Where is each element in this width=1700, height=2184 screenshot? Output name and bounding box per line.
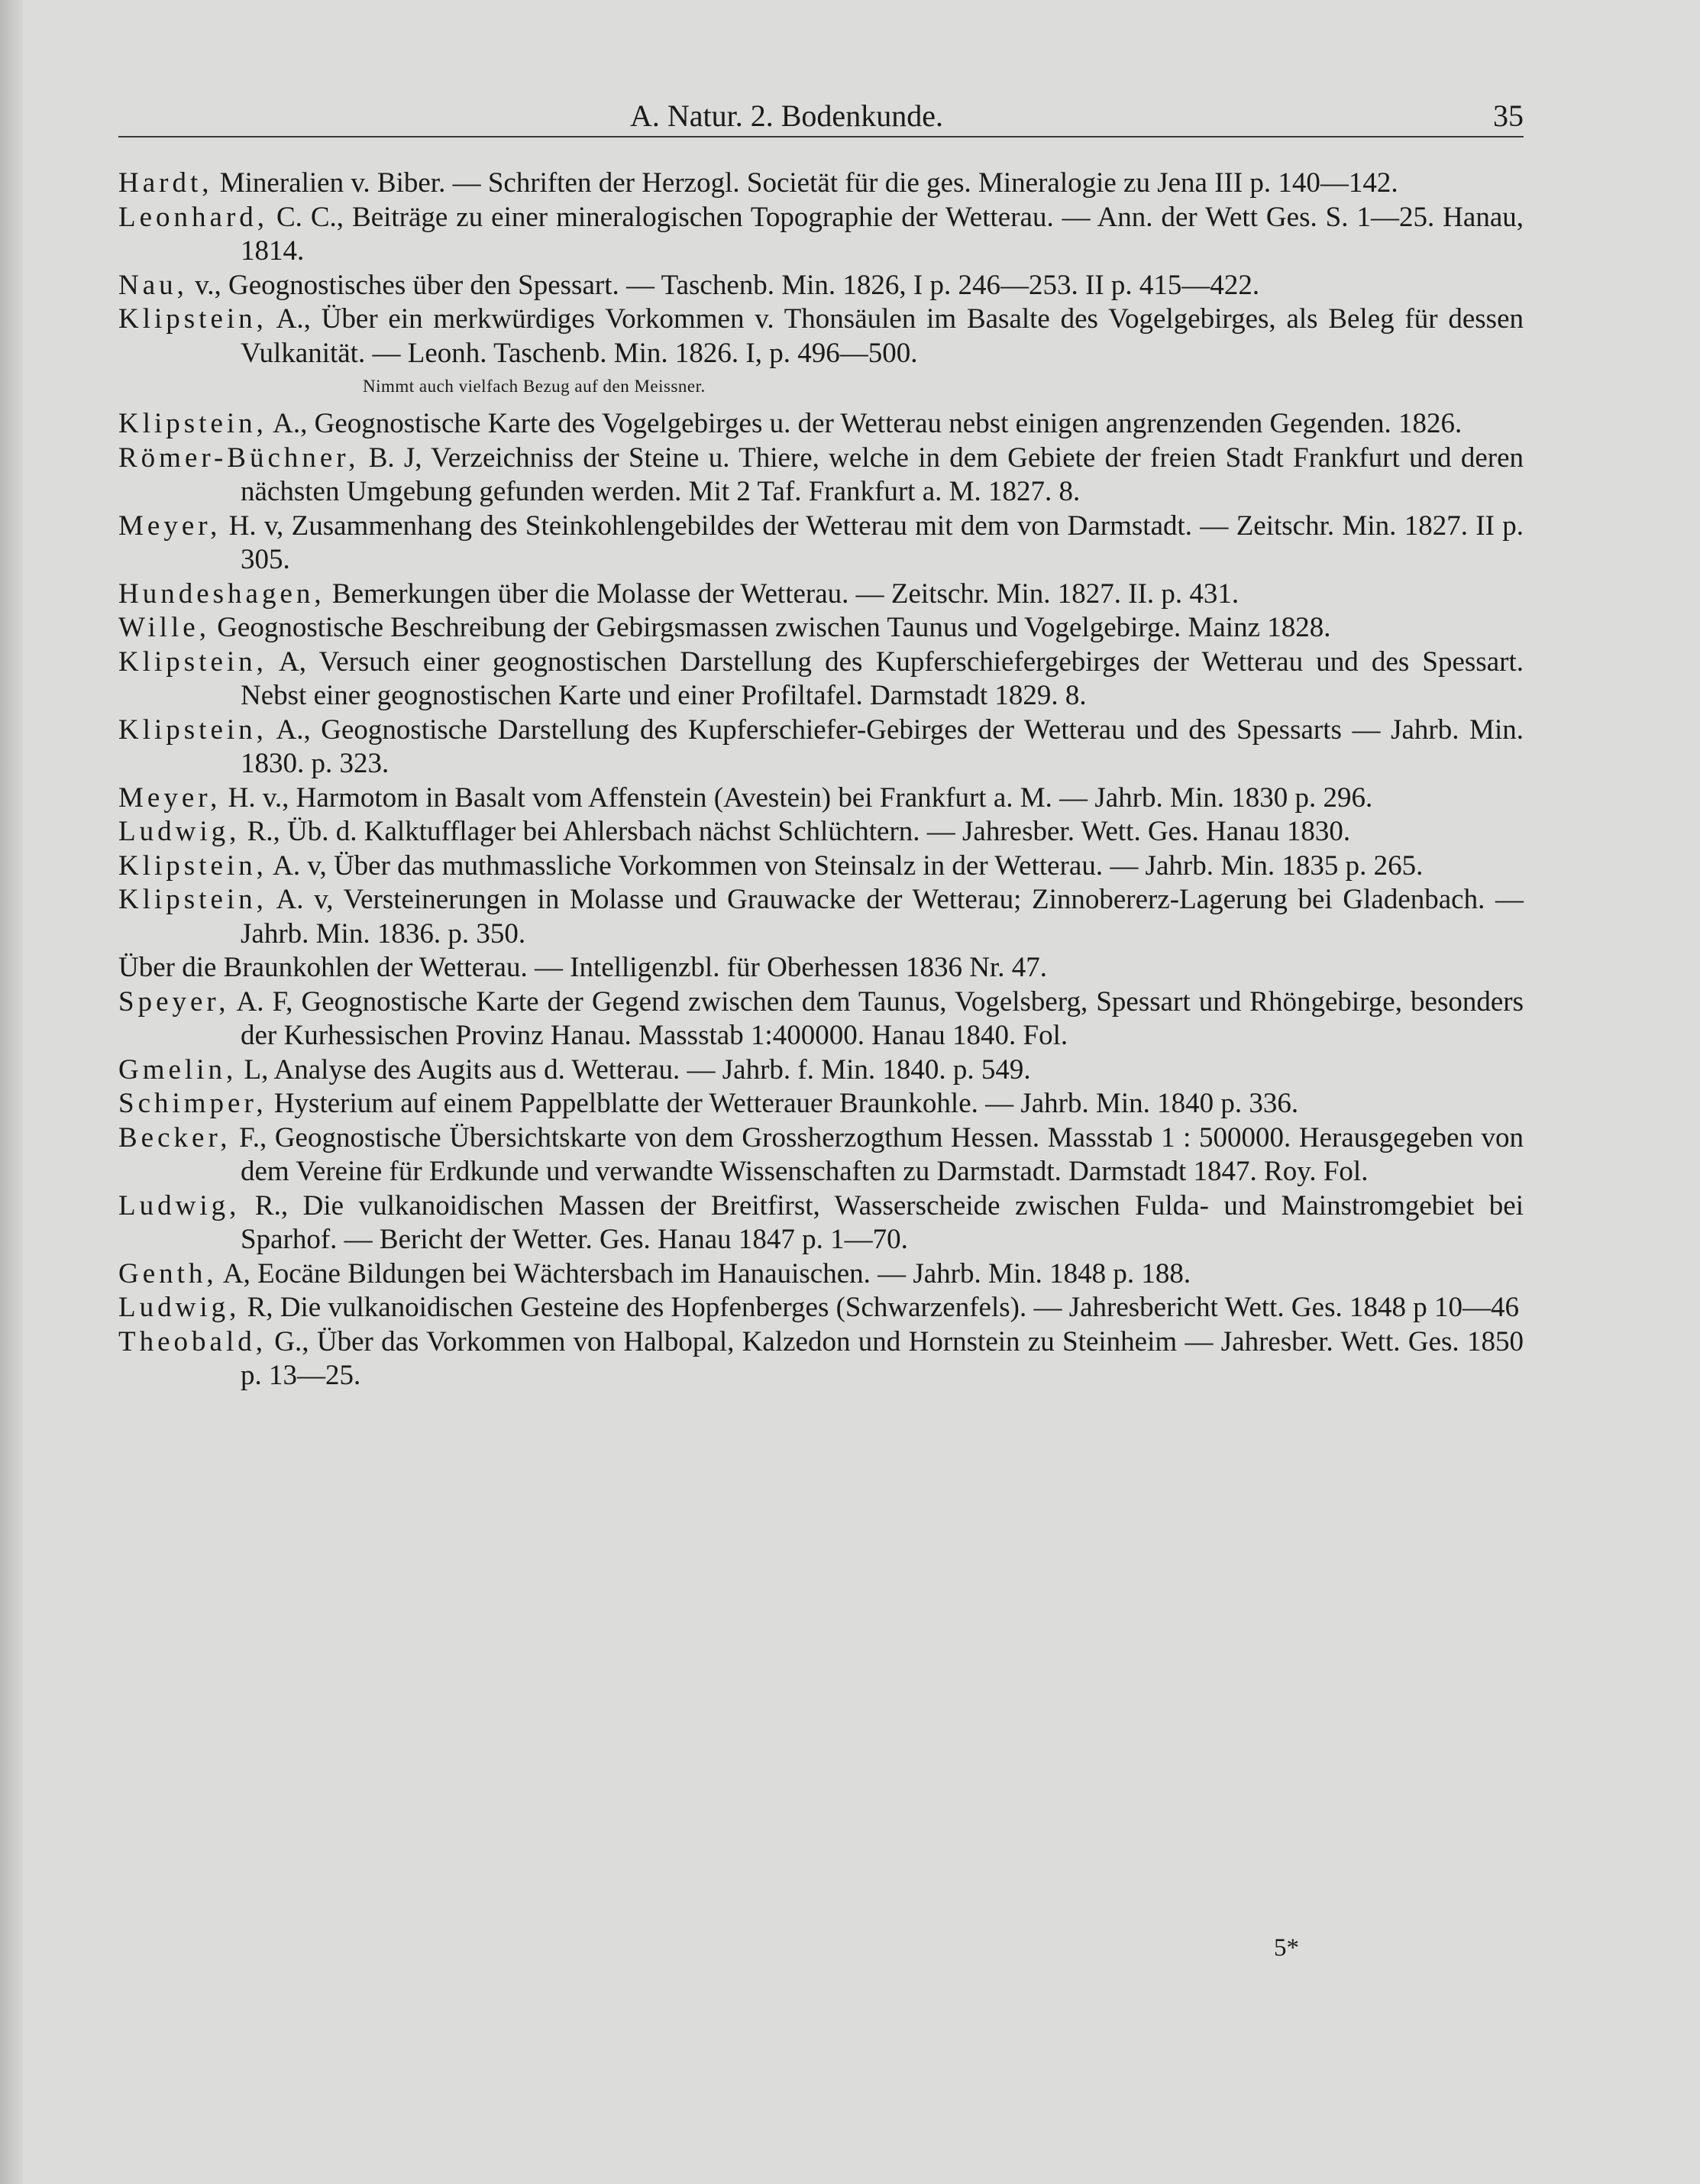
bibliography-list — [118, 167, 1524, 1393]
bibliography-entry — [118, 951, 1524, 985]
entry-text: A., Geognostische Karte des Vogelgebirges u. der Wetterau nebst einigen angrenzenden Gegenden. 1826. — [267, 408, 1462, 439]
bibliography-entry — [118, 781, 1524, 816]
bibliography-entry — [118, 1121, 1524, 1189]
bibliography-entry — [118, 407, 1524, 442]
entry-author: Genth, — [118, 1257, 218, 1289]
entry-author: Hardt, — [118, 167, 213, 199]
entry-author: Nau, — [118, 269, 188, 301]
entry-text: A. v, Versteinerungen in Molasse und Grauwacke der Wetterau; Zinnobererz-Lagerung bei Gladenbach. — Jahrb. Min. 1836. p. 350. — [241, 884, 1524, 950]
entry-author: Theobald, — [118, 1325, 267, 1357]
entry-text: Über die Braunkohlen der Wetterau. — Intelligenzbl. für Oberhessen 1836 Nr. 47. — [118, 952, 1047, 983]
bibliography-entry — [118, 713, 1524, 781]
entry-author: Becker, — [118, 1121, 231, 1153]
bibliography-entry — [118, 849, 1524, 884]
bibliography-entry — [118, 883, 1524, 951]
entry-text: H. v, Zusammenhang des Steinkohlengebildes der Wetterau mit dem von Darmstadt. — Zeitschr. Min. 1827. II p. 305. — [221, 510, 1524, 575]
entry-text: L, Analyse des Augits aus d. Wetterau. — Jahrb. f. Min. 1840. p. 549. — [237, 1053, 1031, 1086]
entry-author: Speyer, — [118, 985, 230, 1018]
entry-author: Römer-Büchner, — [118, 442, 360, 474]
entry-author: Schimper, — [118, 1088, 267, 1119]
entry-author: Ludwig, — [118, 1292, 241, 1323]
entry-text: A, Versuch einer geognostischen Darstellung des Kupferschiefergebirges der Wetterau und des Spessart. Nebst einer geognostischen Karte und einer Profiltafel. Darmstadt 1829. 8. — [241, 645, 1524, 711]
entry-text: A. F, Geognostische Karte der Gegend zwischen dem Taunus, Vogelsberg, Spessart und Rhöngebirge, besonders der Kurhessischen Provinz Hanau. Massstab 1:400000. Hanau 1840. Fol. — [229, 985, 1524, 1051]
entry-text: R, Die vulkanoidischen Gesteine des Hopfenberges (Schwarzenfels). — Jahresbericht Wett. Ges. 1848 p 10—46 — [240, 1292, 1519, 1323]
entry-text: v., Geognostisches über den Spessart. — Taschenb. Min. 1826, I p. 246—253. II p. 415—422. — [187, 269, 1260, 301]
entry-text: A. v, Über das muthmassliche Vorkommen von Steinsalz in der Wetterau. — Jahrb. Min. 1835 p. 265. — [267, 849, 1424, 882]
running-header — [118, 90, 1524, 136]
entry-text: B. J, Verzeichniss der Steine u. Thiere, welche in dem Gebiete der freien Stadt Frankfurt und deren nächsten Umgebung gefunden werden. Mit 2 Taf. Frankfurt a. M. 1827. 8. — [241, 442, 1524, 507]
entry-author: Klipstein, — [118, 303, 267, 335]
entry-note: Nimmt auch vielfach Bezug auf den Meissner. — [363, 377, 706, 396]
bibliography-entry — [118, 167, 1524, 201]
entry-text: R., Üb. d. Kalktufflager bei Ahlersbach nächst Schlüchtern. — Jahresber. Wett. Ges. Hanau 1830. — [240, 816, 1351, 847]
bibliography-entry — [118, 442, 1524, 510]
entry-text: Hysterium auf einem Pappelblatte der Wetterauer Braunkohle. — Jahrb. Min. 1840 p. 336. — [267, 1088, 1299, 1119]
bibliography-entry — [118, 815, 1524, 849]
entry-text: C. C., Beiträge zu einer mineralogischen Topographie der Wetterau. — Ann. der Wett Ges. S. 1—25. Hanau, 1814. — [241, 201, 1524, 267]
bibliography-entry — [118, 510, 1524, 578]
entry-text: A., Geognostische Darstellung des Kupferschiefer-Gebirges der Wetterau und des Spessarts — Jahrb. Min. 1830. p. 323. — [241, 713, 1524, 779]
bibliography-entry — [118, 201, 1524, 269]
bibliography-entry — [118, 303, 1524, 370]
entry-text: G., Über das Vorkommen von Halbopal, Kalzedon und Hornstein zu Steinheim — Jahresber. Wett. Ges. 1850 p. 13—25. — [241, 1325, 1524, 1391]
header-rule — [118, 136, 1524, 138]
page-number: 35 — [1493, 99, 1524, 133]
entry-author: Klipstein, — [118, 849, 267, 882]
bibliography-entry — [118, 645, 1524, 713]
entry-text: H. v., Harmotom in Basalt vom Affenstein (Avestein) bei Frankfurt a. M. — Jahrb. Min. 1830 p. 296. — [221, 781, 1373, 814]
bibliography-entry — [118, 1325, 1524, 1393]
bibliography-entry — [118, 269, 1524, 303]
signature-mark: 5* — [1274, 1934, 1299, 1962]
entry-text: A, Eocäne Bildungen bei Wächtersbach im Hanauischen. — Jahrb. Min. 1848 p. 188. — [217, 1257, 1191, 1289]
entry-text: R., Die vulkanoidischen Massen der Breitfirst, Wasserscheide zwischen Fulda- und Mainstromgebiet bei Sparhof. — Bericht der Wetter. Ges. Hanau 1847 p. 1—70. — [240, 1189, 1524, 1255]
bibliography-entry — [118, 1087, 1524, 1121]
entry-author: Klipstein, — [118, 408, 267, 439]
entry-author: Ludwig, — [118, 1189, 241, 1221]
bibliography-entry — [118, 578, 1524, 612]
bibliography-entry — [118, 1053, 1524, 1088]
entry-text: Bemerkungen über die Molasse der Wetterau. — Zeitschr. Min. 1827. II. p. 431. — [325, 578, 1239, 610]
entry-text: F., Geognostische Übersichtskarte von dem Grossherzogthum Hessen. Massstab 1 : 500000. Herausgegeben von dem Vereine für Erdkunde und verwandte Wissenschaften zu Darmstadt. Darmstadt 1847. Roy. Fol. — [231, 1121, 1524, 1187]
entry-author: Meyer, — [118, 781, 221, 814]
entry-author: Meyer, — [118, 510, 221, 542]
entry-author: Klipstein, — [118, 713, 267, 746]
entry-author: Hundeshagen, — [118, 578, 325, 610]
running-title: A. Natur. 2. Bodenkunde. — [630, 99, 943, 133]
entry-author: Klipstein, — [118, 645, 267, 678]
entry-text: A., Über ein merkwürdiges Vorkommen v. Thonsäulen im Basalte des Vogelgebirges, als Beleg für dessen Vulkanität. — Leonh. Taschenb. Min. 1826. I, p. 496—500. — [241, 303, 1524, 369]
bibliography-entry — [118, 1189, 1524, 1257]
bibliography-entry — [118, 1291, 1524, 1325]
entry-author: Wille, — [118, 612, 210, 643]
bibliography-entry — [118, 611, 1524, 645]
entry-author: Gmelin, — [118, 1053, 238, 1086]
entry-author: Klipstein, — [118, 884, 267, 915]
entry-author: Ludwig, — [118, 816, 241, 847]
bibliography-entry — [118, 1257, 1524, 1292]
entry-text: Mineralien v. Biber. — Schriften der Herzogl. Societät für die ges. Mineralogie zu Jena III p. 140—142. — [212, 167, 1398, 199]
entry-author: Leonhard, — [118, 201, 269, 233]
entry-text: Geognostische Beschreibung der Gebirgsmassen zwischen Taunus und Vogelgebirge. Mainz 1828. — [209, 612, 1331, 643]
page-gutter-shadow — [0, 0, 23, 2184]
bibliography-entry — [118, 985, 1524, 1053]
